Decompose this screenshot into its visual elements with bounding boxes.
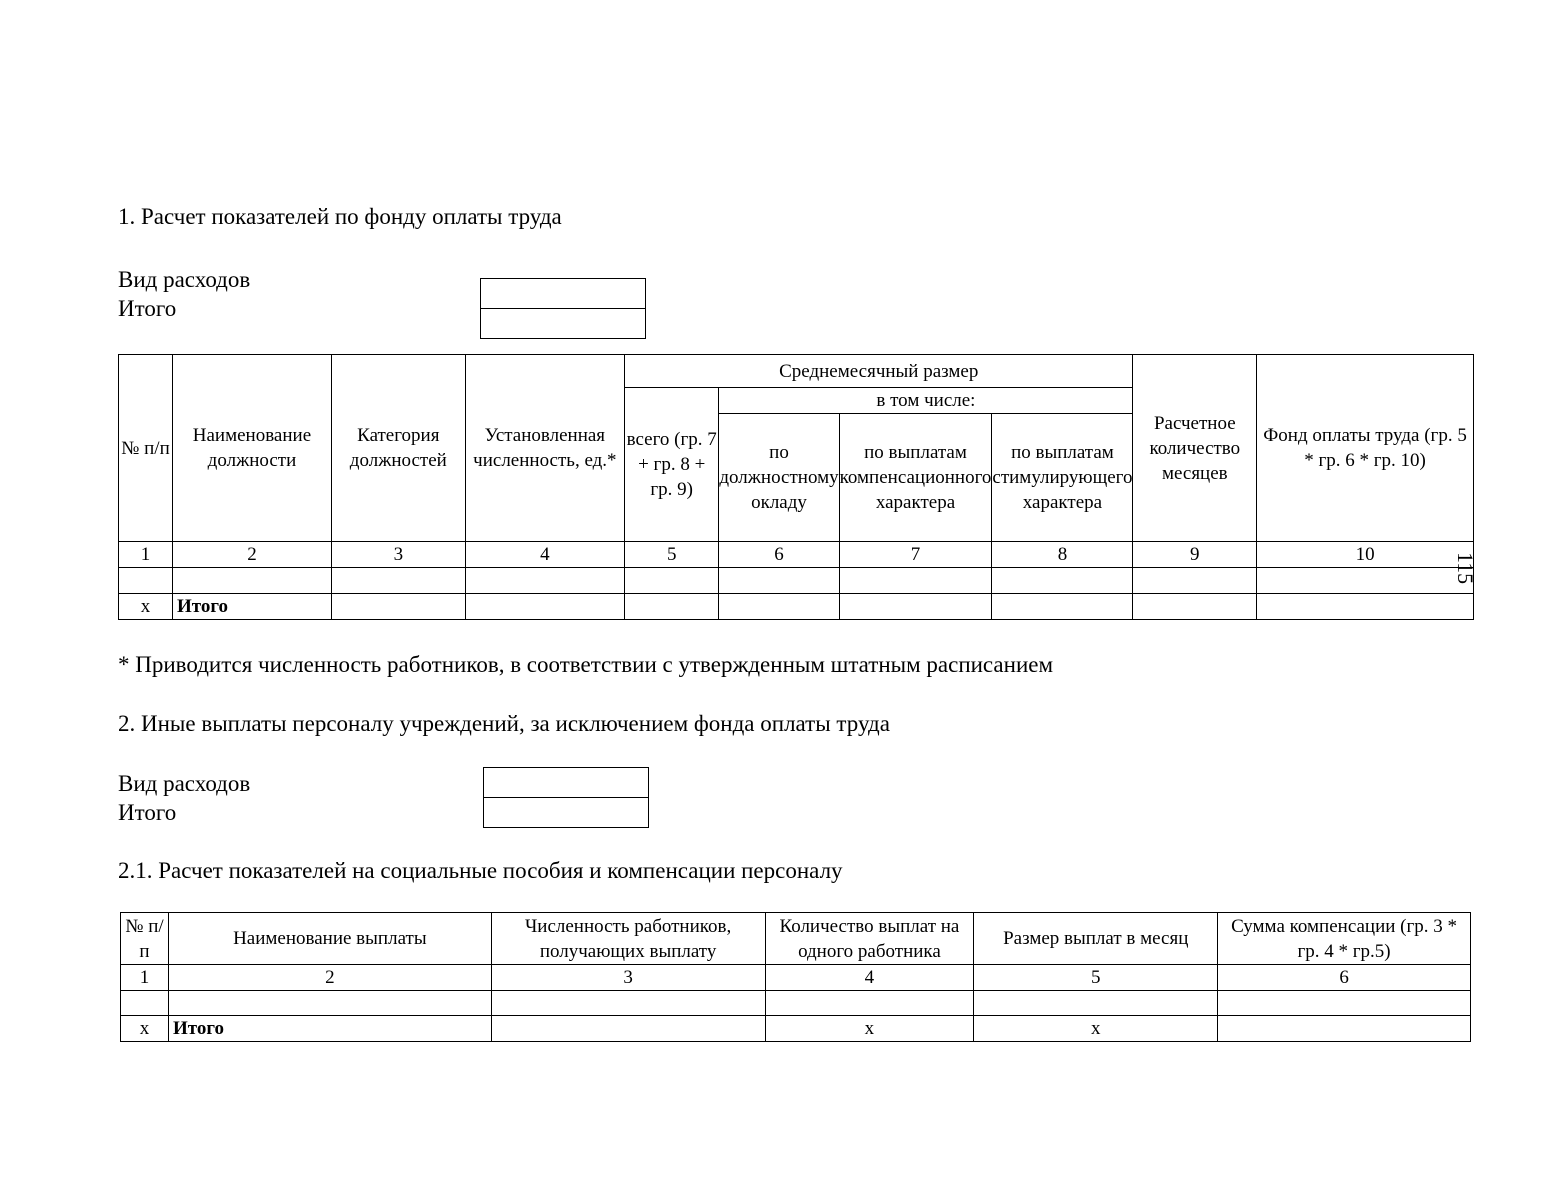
total-row — [119, 594, 1474, 620]
col-number: 2 — [168, 965, 491, 991]
col-number: 5 — [974, 965, 1218, 991]
total-row-num: x — [121, 1016, 169, 1042]
empty-cell[interactable] — [992, 568, 1133, 594]
empty-cell[interactable] — [1133, 594, 1257, 620]
page-number: 115 — [1453, 552, 1478, 585]
section1-vid-field[interactable] — [481, 279, 645, 309]
empty-cell[interactable] — [765, 991, 974, 1016]
section2-expense-box[interactable] — [483, 767, 649, 828]
header-including: в том числе: — [719, 388, 1133, 414]
empty-cell[interactable] — [331, 594, 465, 620]
empty-cell[interactable] — [168, 991, 491, 1016]
header-category: Категория должностей — [331, 355, 465, 542]
header-total: всего (гр. 7 + гр. 8 + гр. 9) — [625, 388, 719, 542]
total-row-c5: x — [974, 1016, 1218, 1042]
header-monthly-size: Размер выплат в месяц — [974, 913, 1218, 965]
section21-title: 2.1. Расчет показателей на социальные пособия и компенсации персоналу — [118, 858, 843, 883]
col-number: 7 — [839, 542, 992, 568]
header-monthly-average: Среднемесячный размер — [625, 355, 1133, 388]
section1-itogo-label: Итого — [118, 296, 177, 321]
header-compensation-sum: Сумма компенсации (гр. 3 * гр. 4 * гр.5) — [1218, 913, 1471, 965]
empty-cell[interactable] — [1218, 1016, 1471, 1042]
table-row — [119, 568, 1474, 594]
empty-cell[interactable] — [119, 568, 173, 594]
col-number: 1 — [119, 542, 173, 568]
col-number: 2 — [173, 542, 332, 568]
section2-vid-label: Вид расходов — [118, 771, 251, 796]
header-num: № п/п — [119, 355, 173, 542]
total-row — [121, 1016, 1471, 1042]
col-number: 1 — [121, 965, 169, 991]
column-number-row — [119, 542, 1474, 568]
payroll-table — [118, 354, 1474, 620]
section2-vid-field[interactable] — [484, 768, 648, 798]
header-position-name: Наименование должности — [173, 355, 332, 542]
empty-cell[interactable] — [839, 594, 992, 620]
empty-cell[interactable] — [1218, 991, 1471, 1016]
header-salary: по должностному окладу — [719, 414, 839, 542]
col-number: 9 — [1133, 542, 1257, 568]
header-stimulating: по выплатам стимулирующего характера — [992, 414, 1133, 542]
section2-itogo-label: Итого — [118, 800, 177, 825]
col-number: 4 — [465, 542, 624, 568]
empty-cell[interactable] — [719, 568, 839, 594]
header-payroll-fund: Фонд оплаты труда (гр. 5 * гр. 6 * гр. 10) — [1257, 355, 1474, 542]
empty-cell[interactable] — [491, 1016, 765, 1042]
empty-cell[interactable] — [173, 568, 332, 594]
section1-vid-label: Вид расходов — [118, 267, 251, 292]
empty-cell[interactable] — [625, 568, 719, 594]
empty-cell[interactable] — [1133, 568, 1257, 594]
empty-cell[interactable] — [974, 991, 1218, 1016]
total-row-label: Итого — [173, 594, 332, 620]
empty-cell[interactable] — [331, 568, 465, 594]
col-number: 4 — [765, 965, 974, 991]
column-number-row — [121, 965, 1471, 991]
table-row — [121, 991, 1471, 1016]
col-number: 5 — [625, 542, 719, 568]
section2-itogo-field[interactable] — [484, 798, 648, 827]
col-number: 3 — [491, 965, 765, 991]
total-row-label: Итого — [168, 1016, 491, 1042]
col-number: 6 — [719, 542, 839, 568]
col-number: 6 — [1218, 965, 1471, 991]
header-workers-count: Численность работников, получающих выплату — [491, 913, 765, 965]
empty-cell[interactable] — [625, 594, 719, 620]
col-number: 3 — [331, 542, 465, 568]
col-number: 10 — [1257, 542, 1474, 568]
empty-cell[interactable] — [491, 991, 765, 1016]
section1-itogo-field[interactable] — [481, 309, 645, 338]
empty-cell[interactable] — [1257, 568, 1474, 594]
empty-cell[interactable] — [992, 594, 1133, 620]
section1-expense-box[interactable] — [480, 278, 646, 339]
footnote: * Приводится численность работников, в соответствии с утвержденным штатным расписанием — [118, 652, 1054, 677]
section2-title: 2. Иные выплаты персоналу учреждений, за исключением фонда оплаты труда — [118, 711, 890, 736]
header-established-count: Установленная численность, ед.* — [465, 355, 624, 542]
empty-cell[interactable] — [1257, 594, 1474, 620]
header-num: № п/п — [121, 913, 169, 965]
empty-cell[interactable] — [465, 568, 624, 594]
header-months: Расчетное количество месяцев — [1133, 355, 1257, 542]
compensation-table — [120, 912, 1471, 1042]
empty-cell[interactable] — [121, 991, 169, 1016]
empty-cell[interactable] — [465, 594, 624, 620]
empty-cell[interactable] — [719, 594, 839, 620]
empty-cell[interactable] — [839, 568, 992, 594]
header-payments-per-worker: Количество выплат на одного работника — [765, 913, 974, 965]
section1-title: 1. Расчет показателей по фонду оплаты труда — [118, 204, 562, 229]
total-row-c4: x — [765, 1016, 974, 1042]
header-payment-name: Наименование выплаты — [168, 913, 491, 965]
col-number: 8 — [992, 542, 1133, 568]
total-row-num: x — [119, 594, 173, 620]
header-compensation: по выплатам компенсационного характера — [839, 414, 992, 542]
